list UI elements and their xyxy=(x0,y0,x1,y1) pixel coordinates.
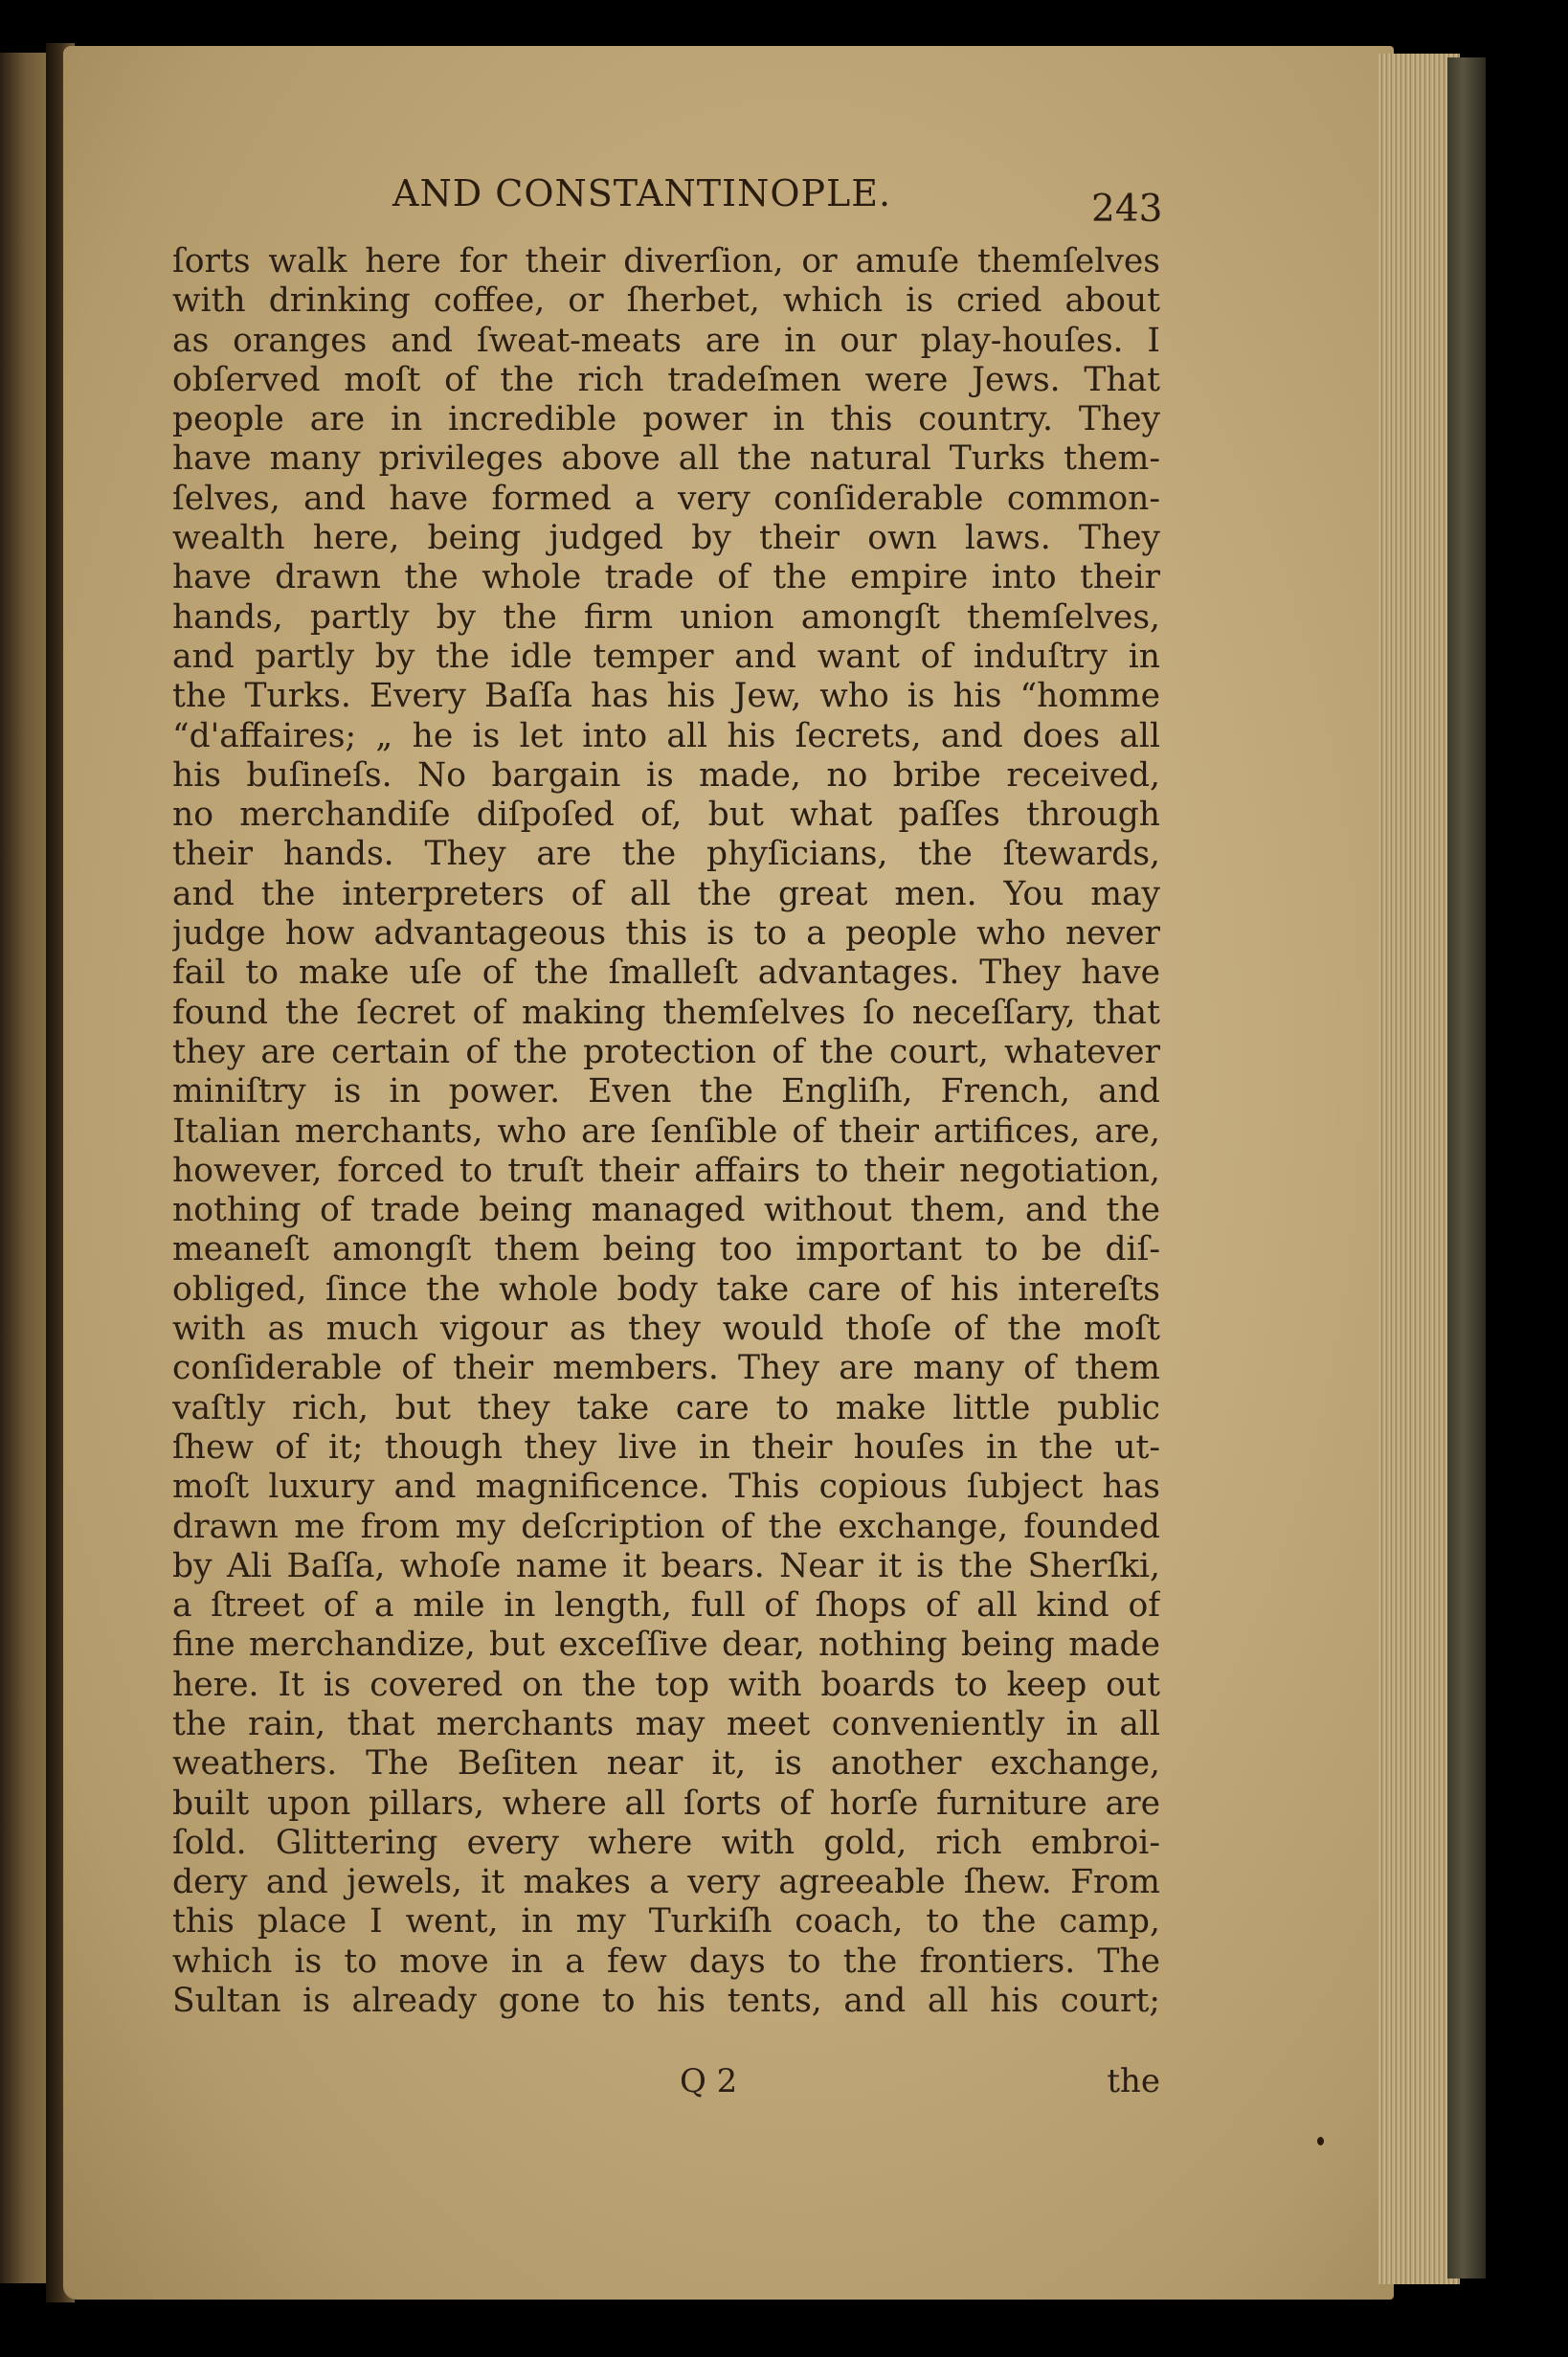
text-line: dery and jewels, it makes a very agreeable ſhew. From xyxy=(172,1863,1160,1902)
text-line: ſhew of it; though they live in their houſes in the ut- xyxy=(172,1427,1160,1467)
signature-mark: Q 2 xyxy=(680,2062,738,2100)
running-head: AND CONSTANTINOPLE. xyxy=(392,172,892,214)
text-line: no merchandiſe diſpoſed of, but what paſſes through xyxy=(172,796,1160,835)
text-line: nothing of trade being managed without them, and the xyxy=(172,1191,1160,1230)
text-line: have drawn the whole trade of the empire into their xyxy=(172,558,1160,597)
text-line: his buſineſs. No bargain is made, no bribe received, xyxy=(172,755,1160,795)
text-line: the rain, that merchants may meet conveniently in all xyxy=(172,1704,1160,1743)
text-line: weathers. The Beſiten near it, is another exchange, xyxy=(172,1744,1160,1784)
text-line: obliged, ſince the whole body take care of his intereſts xyxy=(172,1269,1160,1309)
page-footer xyxy=(172,2062,1160,2104)
body-text xyxy=(172,242,1160,2021)
text-line: this place I went, in my Turkiſh coach, to the camp, xyxy=(172,1902,1160,1942)
text-line: the Turks. Every Baſſa has his Jew, who is his “homme xyxy=(172,677,1160,716)
text-line: moſt luxury and magnificence. This copious ſubject has xyxy=(172,1468,1160,1507)
text-line: and partly by the idle temper and want of induſtry in xyxy=(172,637,1160,676)
text-line: and the interpreters of all the great men. You may xyxy=(172,874,1160,913)
text-line: fail to make uſe of the ſmalleſt advantages. They have xyxy=(172,954,1160,993)
text-line: “d'affaires; „ he is let into all his ſecrets, and does all xyxy=(172,716,1160,755)
book-cover-edge xyxy=(1447,57,1486,2278)
text-line: meaneſt amongſt them being too important to be diſ- xyxy=(172,1230,1160,1269)
text-line: Italian merchants, who are ſenſible of their artifices, are, xyxy=(172,1111,1160,1151)
text-line: a ſtreet of a mile in length, full of ſhops of all kind of xyxy=(172,1586,1160,1626)
text-line: conſiderable of their members. They are many of them xyxy=(172,1349,1160,1388)
text-line: have many privileges above all the natural Turks them- xyxy=(172,439,1160,479)
text-line: ſelves, and have formed a very conſiderable common- xyxy=(172,479,1160,518)
text-line: hands, partly by the firm union amongſt themſelves, xyxy=(172,597,1160,637)
text-line: fine merchandize, but exceſſive dear, nothing being made xyxy=(172,1626,1160,1665)
text-line: as oranges and ſweat-meats are in our play-houſes. I xyxy=(172,321,1160,360)
text-line: Sultan is already gone to his tents, and all his court; xyxy=(172,1982,1160,2021)
text-line: found the ſecret of making themſelves ſo neceſſary, that xyxy=(172,993,1160,1032)
text-line: built upon pillars, where all ſorts of horſe furniture are xyxy=(172,1784,1160,1823)
text-line: by Ali Baſſa, whoſe name it bears. Near it is the Sherſki, xyxy=(172,1546,1160,1585)
ink-speck xyxy=(1317,2137,1324,2145)
text-line: which is to move in a few days to the frontiers. The xyxy=(172,1942,1160,1981)
text-line: miniſtry is in power. Even the Engliſh, French, and xyxy=(172,1072,1160,1111)
text-line: people are in incredible power in this country. They xyxy=(172,400,1160,439)
text-line: with as much vigour as they would thoſe of the moſt xyxy=(172,1310,1160,1349)
text-line: here. It is covered on the top with boards to keep out xyxy=(172,1665,1160,1704)
text-line: however, forced to truſt their affairs to their negotiation, xyxy=(172,1151,1160,1190)
text-line: drawn me from my deſcription of the exchange, founded xyxy=(172,1507,1160,1546)
text-line: ſold. Glittering every where with gold, rich embroi- xyxy=(172,1823,1160,1862)
text-line: obſerved moſt of the rich tradeſmen were Jews. That xyxy=(172,360,1160,399)
text-line: they are certain of the protection of the court, whatever xyxy=(172,1032,1160,1071)
text-line: with drinking coffee, or ſherbet, which is cried about xyxy=(172,281,1160,321)
text-line: judge how advantageous this is to a people who never xyxy=(172,914,1160,954)
catchword: the xyxy=(1107,2062,1160,2100)
page-number: 243 xyxy=(1091,188,1163,231)
text-line: vaſtly rich, but they take care to make little public xyxy=(172,1388,1160,1427)
text-line: ſorts walk here for their diverſion, or amuſe themſelves xyxy=(172,242,1160,281)
text-line: wealth here, being judged by their own laws. They xyxy=(172,519,1160,558)
text-line: their hands. They are the phyſicians, the ſtewards, xyxy=(172,835,1160,874)
